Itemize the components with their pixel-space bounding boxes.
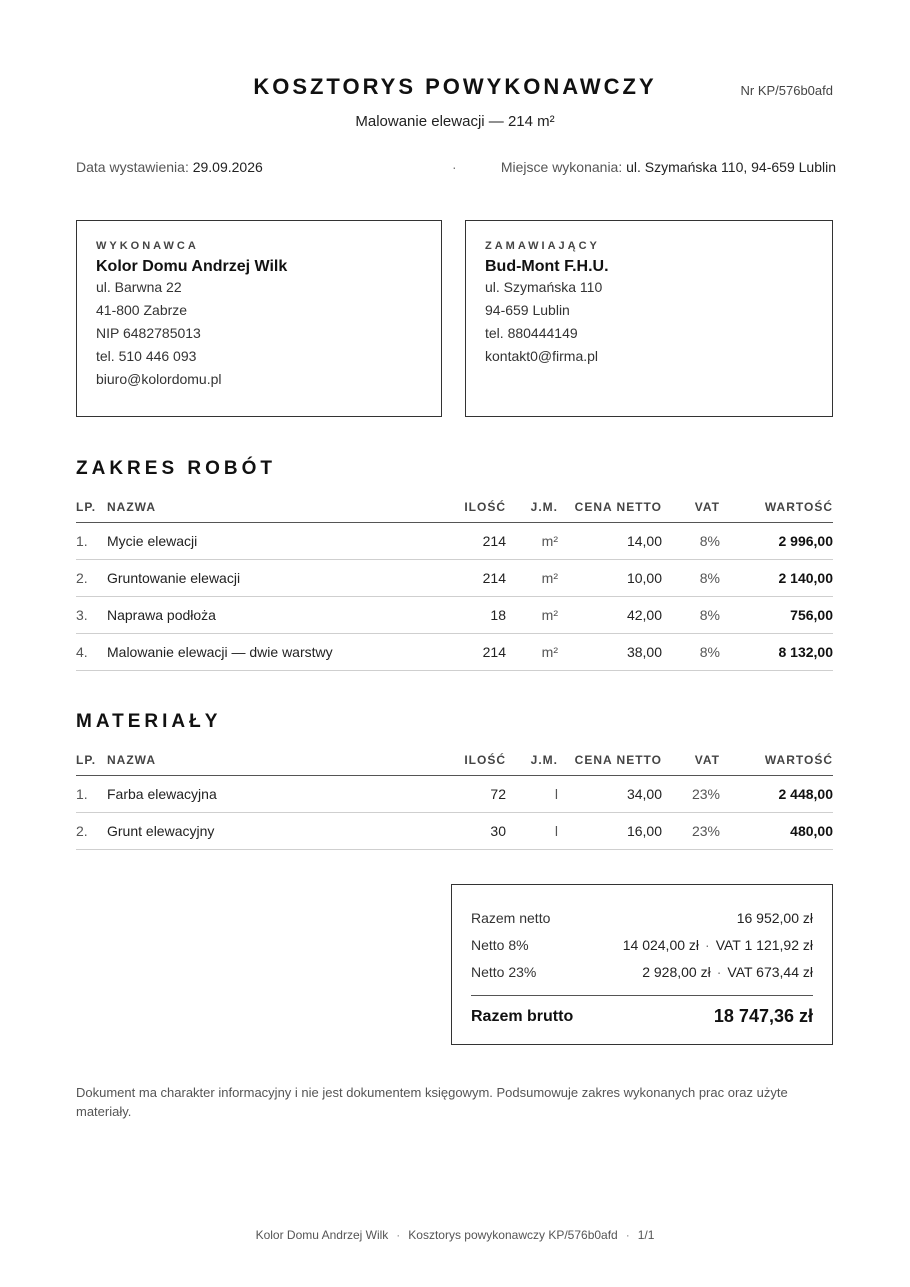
contractor-box <box>76 220 442 417</box>
cell-qty: 214 <box>434 560 506 597</box>
net23-amount: 2 928,00 zł <box>642 963 711 980</box>
contractor-label: WYKONAWCA <box>96 240 199 252</box>
contractor-email: biuro@kolordomu.pl <box>96 371 222 387</box>
client-box <box>465 220 833 417</box>
cell-lp: 1. <box>76 776 107 813</box>
summary-gross-total-row <box>471 995 813 1027</box>
cell-name: Malowanie elewacji — dwie warstwy <box>107 634 434 671</box>
net8-separator: · <box>705 936 710 953</box>
cell-name: Grunt elewacyjny <box>107 813 434 850</box>
header-price: CENA NETTO <box>558 492 662 523</box>
net8-vat: VAT 1 121,92 zł <box>715 936 813 953</box>
table-row <box>76 813 833 850</box>
cell-name: Farba elewacyjna <box>107 776 434 813</box>
header-lp: LP. <box>76 492 107 523</box>
cell-name: Gruntowanie elewacji <box>107 560 434 597</box>
document-title: KOSZTORYS POWYKONAWCZY <box>253 74 657 99</box>
cell-vat: 8% <box>662 597 720 634</box>
header-name: NAZWA <box>107 745 434 776</box>
net-total-value: 16 952,00 zł <box>736 909 813 926</box>
cell-qty: 214 <box>434 634 506 671</box>
footer-page: 1/1 <box>637 1228 655 1242</box>
document-number-label: Nr <box>740 83 755 98</box>
header-lp: LP. <box>76 745 107 776</box>
cell-vat: 23% <box>662 776 720 813</box>
client-label: ZAMAWIAJĄCY <box>485 240 600 252</box>
net-total-label: Razem netto <box>471 909 551 926</box>
cell-unit: l <box>506 813 558 850</box>
table-row <box>76 634 833 671</box>
header-unit: J.M. <box>506 492 558 523</box>
cell-vat: 8% <box>662 560 720 597</box>
table-row <box>76 597 833 634</box>
cell-lp: 4. <box>76 634 107 671</box>
cell-price: 42,00 <box>558 597 662 634</box>
document-number-value: KP/576b0afd <box>757 83 833 98</box>
contractor-city: 41-800 Zabrze <box>96 302 188 318</box>
cell-price: 38,00 <box>558 634 662 671</box>
header-unit: J.M. <box>506 745 558 776</box>
cell-vat: 23% <box>662 813 720 850</box>
footer-separator: · <box>625 1228 630 1242</box>
table-row <box>76 776 833 813</box>
document-number <box>740 83 833 98</box>
works-table <box>76 492 833 671</box>
contractor-street: ul. Barwna 22 <box>96 279 182 295</box>
contractor-phone: tel. 510 446 093 <box>96 348 197 364</box>
work-location-value: ul. Szymańska 110, 94-659 Lublin <box>626 159 836 175</box>
cell-lp: 3. <box>76 597 107 634</box>
footer-document: Kosztorys powykonawczy KP/576b0afd <box>408 1228 618 1242</box>
client-email: kontakt0@firma.pl <box>485 348 599 364</box>
work-location <box>501 159 836 175</box>
summary-net8-row <box>471 931 813 958</box>
issue-date-label: Data wystawienia: <box>76 159 189 175</box>
net8-amount: 14 024,00 zł <box>622 936 700 953</box>
cell-lp: 1. <box>76 523 107 560</box>
header-value: WARTOŚĆ <box>720 745 833 776</box>
work-location-label: Miejsce wykonania: <box>500 159 623 175</box>
cell-price: 14,00 <box>558 523 662 560</box>
cell-unit: m² <box>506 634 558 671</box>
summary-box <box>451 884 833 1045</box>
net23-label: Netto 23% <box>471 963 537 980</box>
client-name: Bud-Mont F.H.U. <box>485 258 609 275</box>
issue-date <box>76 159 263 175</box>
cell-qty: 18 <box>434 597 506 634</box>
cell-value: 480,00 <box>720 813 833 850</box>
cell-qty: 72 <box>434 776 506 813</box>
cell-qty: 30 <box>434 813 506 850</box>
issue-date-value: 29.09.2026 <box>192 159 263 175</box>
cell-lp: 2. <box>76 560 107 597</box>
net23-values <box>642 964 813 980</box>
client-street: ul. Szymańska 110 <box>485 279 603 295</box>
cell-vat: 8% <box>662 523 720 560</box>
cell-value: 756,00 <box>720 597 833 634</box>
materials-table-header <box>76 745 833 776</box>
cell-unit: m² <box>506 560 558 597</box>
cell-unit: m² <box>506 523 558 560</box>
disclaimer-note: Dokument ma charakter informacyjny i nie jest dokumentem księgowym. Podsumowuje zakres wykonanych prac oraz użyte materiały. <box>76 1085 788 1119</box>
footer-company: Kolor Domu Andrzej Wilk <box>255 1228 389 1242</box>
net23-separator: · <box>716 963 722 980</box>
gross-total-value: 18 747,36 zł <box>713 1006 813 1026</box>
table-row <box>76 523 833 560</box>
cell-value: 2 448,00 <box>720 776 833 813</box>
works-section-title: ZAKRES ROBÓT <box>76 458 276 479</box>
table-row <box>76 560 833 597</box>
net8-label: Netto 8% <box>471 936 529 953</box>
client-city: 94-659 Lublin <box>485 302 570 318</box>
cell-vat: 8% <box>662 634 720 671</box>
document-subtitle: Malowanie elewacji — 214 m² <box>355 113 555 130</box>
cell-name: Mycie elewacji <box>107 523 434 560</box>
cell-unit: m² <box>506 597 558 634</box>
client-phone: tel. 880444149 <box>485 325 578 341</box>
cell-name: Naprawa podłoża <box>107 597 434 634</box>
meta-separator: · <box>452 159 457 175</box>
header-qty: ILOŚĆ <box>434 745 506 776</box>
footer-separator: · <box>396 1228 401 1242</box>
header-name: NAZWA <box>107 492 434 523</box>
cell-value: 2 140,00 <box>720 560 833 597</box>
works-table-header <box>76 492 833 523</box>
header-value: WARTOŚĆ <box>720 492 833 523</box>
header-qty: ILOŚĆ <box>434 492 506 523</box>
header-vat: VAT <box>662 745 720 776</box>
materials-table <box>76 745 833 850</box>
cell-price: 34,00 <box>558 776 662 813</box>
summary-net23-row <box>471 958 813 985</box>
cell-value: 2 996,00 <box>720 523 833 560</box>
cell-value: 8 132,00 <box>720 634 833 671</box>
cell-qty: 214 <box>434 523 506 560</box>
net8-values <box>623 937 813 953</box>
header-vat: VAT <box>662 492 720 523</box>
materials-section-title: MATERIAŁY <box>76 711 222 732</box>
summary-net-total-row <box>471 904 813 931</box>
header-price: CENA NETTO <box>558 745 662 776</box>
cell-price: 10,00 <box>558 560 662 597</box>
contractor-nip: NIP 6482785013 <box>96 325 201 341</box>
page-footer <box>0 1228 910 1242</box>
cell-lp: 2. <box>76 813 107 850</box>
cell-unit: l <box>506 776 558 813</box>
gross-total-label: Razem brutto <box>471 1007 574 1025</box>
net23-vat: VAT 673,44 zł <box>727 963 813 980</box>
cell-price: 16,00 <box>558 813 662 850</box>
contractor-name: Kolor Domu Andrzej Wilk <box>96 258 288 275</box>
